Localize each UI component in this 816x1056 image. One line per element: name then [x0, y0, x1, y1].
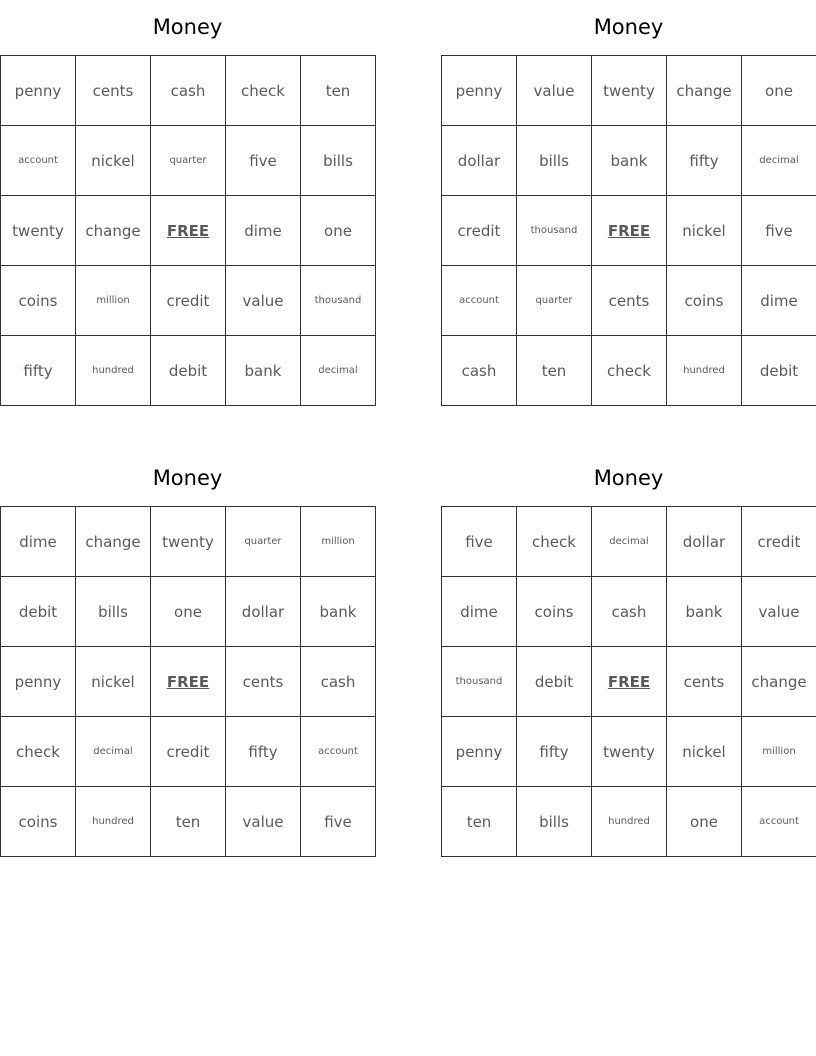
bingo-cell: quarter — [151, 126, 226, 196]
bingo-cell: coins — [517, 577, 592, 647]
bingo-cell: five — [442, 507, 517, 577]
bingo-cell: ten — [301, 56, 376, 126]
card-title: Money — [593, 466, 664, 490]
bingo-cell: hundred — [76, 336, 151, 406]
bingo-cell: five — [226, 126, 301, 196]
bingo-grid — [441, 55, 816, 406]
bingo-cell: fifty — [226, 717, 301, 787]
bingo-cell: debit — [151, 336, 226, 406]
grid-row — [1, 577, 376, 647]
grid-row — [442, 56, 816, 126]
bingo-cell: dime — [226, 196, 301, 266]
bingo-cell: thousand — [301, 266, 376, 336]
free-space-cell: FREE — [151, 196, 226, 266]
grid-row — [1, 56, 376, 126]
bingo-cell: bank — [301, 577, 376, 647]
bingo-cell: cents — [667, 647, 742, 717]
bingo-cell: change — [742, 647, 816, 717]
grid-row — [442, 717, 816, 787]
bingo-cell: change — [667, 56, 742, 126]
bingo-cell: dime — [742, 266, 816, 336]
grid-row — [1, 787, 376, 857]
grid-row — [442, 647, 816, 717]
grid-row — [442, 336, 816, 406]
bingo-cell: cents — [592, 266, 667, 336]
bingo-cell: million — [742, 717, 816, 787]
grid-row — [442, 507, 816, 577]
bingo-cell: ten — [442, 787, 517, 857]
card-title: Money — [152, 466, 223, 490]
bingo-cell: value — [742, 577, 816, 647]
bingo-cell: change — [76, 196, 151, 266]
bingo-cell: ten — [517, 336, 592, 406]
bingo-cell: account — [301, 717, 376, 787]
bingo-cell: cents — [76, 56, 151, 126]
bingo-cell: hundred — [667, 336, 742, 406]
bingo-cell: credit — [151, 266, 226, 336]
bingo-cell: nickel — [667, 196, 742, 266]
grid-row — [442, 266, 816, 336]
bingo-cell: dollar — [442, 126, 517, 196]
grid-row — [442, 126, 816, 196]
bingo-cell: coins — [667, 266, 742, 336]
bingo-cell: bank — [226, 336, 301, 406]
bingo-cell: bank — [592, 126, 667, 196]
bingo-cell: ten — [151, 787, 226, 857]
bingo-cell: bills — [76, 577, 151, 647]
bingo-cell: account — [442, 266, 517, 336]
card-title: Money — [593, 15, 664, 39]
bingo-cell: quarter — [517, 266, 592, 336]
bingo-cell: five — [301, 787, 376, 857]
bingo-cell: coins — [1, 266, 76, 336]
bingo-cell: cash — [442, 336, 517, 406]
bingo-cell: cash — [301, 647, 376, 717]
bingo-cell: check — [226, 56, 301, 126]
bingo-cell: value — [226, 787, 301, 857]
bingo-cell: quarter — [226, 507, 301, 577]
bingo-cell: cents — [226, 647, 301, 717]
bingo-cell: check — [592, 336, 667, 406]
card-title: Money — [152, 15, 223, 39]
bingo-cell: penny — [442, 717, 517, 787]
bingo-cell: credit — [442, 196, 517, 266]
grid-row — [442, 787, 816, 857]
bingo-cell: account — [1, 126, 76, 196]
bingo-cell: change — [76, 507, 151, 577]
grid-row — [1, 196, 376, 266]
bingo-cell: penny — [442, 56, 517, 126]
free-space-cell: FREE — [151, 647, 226, 717]
bingo-cell: check — [1, 717, 76, 787]
bingo-cell: cash — [151, 56, 226, 126]
grid-row — [1, 336, 376, 406]
bingo-grid — [441, 506, 816, 857]
bingo-cell: fifty — [667, 126, 742, 196]
grid-row — [442, 196, 816, 266]
bingo-cell: value — [226, 266, 301, 336]
bingo-cell: nickel — [76, 647, 151, 717]
bingo-grid — [0, 506, 376, 857]
free-space-cell: FREE — [592, 196, 667, 266]
bingo-cell: penny — [1, 647, 76, 717]
bingo-cell: decimal — [742, 126, 816, 196]
grid-row — [1, 647, 376, 717]
bingo-cell: coins — [1, 787, 76, 857]
bingo-cell: thousand — [517, 196, 592, 266]
bingo-cell: twenty — [592, 717, 667, 787]
bingo-cell: million — [76, 266, 151, 336]
bingo-cell: one — [151, 577, 226, 647]
grid-row — [1, 507, 376, 577]
grid-row — [1, 126, 376, 196]
bingo-cell: account — [742, 787, 816, 857]
bingo-cell: debit — [1, 577, 76, 647]
bingo-cell: credit — [151, 717, 226, 787]
free-space-cell: FREE — [592, 647, 667, 717]
bingo-cell: twenty — [1, 196, 76, 266]
bingo-cell: million — [301, 507, 376, 577]
bingo-cell: bills — [301, 126, 376, 196]
bingo-cell: bills — [517, 787, 592, 857]
bingo-cell: dollar — [667, 507, 742, 577]
grid-row — [1, 717, 376, 787]
bingo-cell: value — [517, 56, 592, 126]
bingo-cell: one — [667, 787, 742, 857]
bingo-cell: decimal — [592, 507, 667, 577]
bingo-cell: nickel — [76, 126, 151, 196]
grid-row — [1, 266, 376, 336]
bingo-cell: fifty — [517, 717, 592, 787]
grid-row — [442, 577, 816, 647]
bingo-cell: debit — [742, 336, 816, 406]
bingo-cell: thousand — [442, 647, 517, 717]
bingo-cell: decimal — [76, 717, 151, 787]
bingo-cell: dollar — [226, 577, 301, 647]
bingo-cell: penny — [1, 56, 76, 126]
bingo-cell: five — [742, 196, 816, 266]
bingo-cell: debit — [517, 647, 592, 717]
bingo-cell: cash — [592, 577, 667, 647]
bingo-cell: check — [517, 507, 592, 577]
bingo-cell: hundred — [592, 787, 667, 857]
bingo-cell: dime — [442, 577, 517, 647]
bingo-cell: twenty — [151, 507, 226, 577]
bingo-cell: decimal — [301, 336, 376, 406]
bingo-cell: bank — [667, 577, 742, 647]
bingo-cell: one — [301, 196, 376, 266]
bingo-cell: fifty — [1, 336, 76, 406]
bingo-cell: one — [742, 56, 816, 126]
bingo-cell: nickel — [667, 717, 742, 787]
bingo-cell: twenty — [592, 56, 667, 126]
bingo-grid — [0, 55, 376, 406]
bingo-cell: bills — [517, 126, 592, 196]
bingo-cell: dime — [1, 507, 76, 577]
bingo-cell: hundred — [76, 787, 151, 857]
bingo-cell: credit — [742, 507, 816, 577]
